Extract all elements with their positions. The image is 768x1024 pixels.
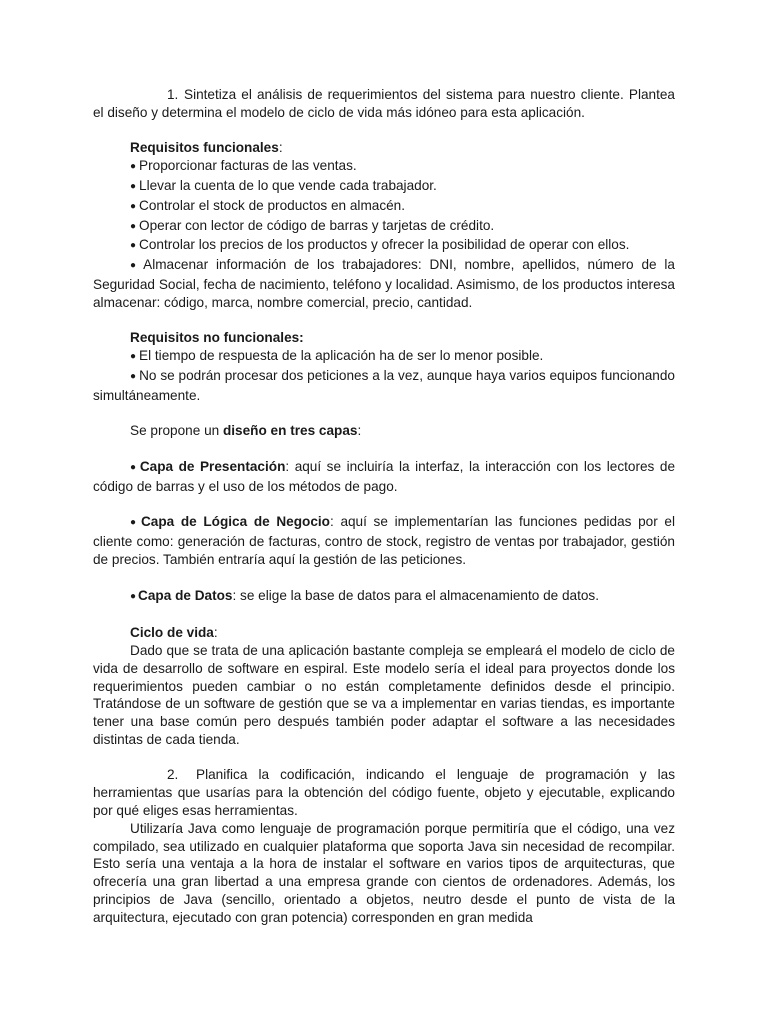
design-intro-pre: Se propone un xyxy=(130,423,223,439)
nonfunctional-item-text: No se podrán procesar dos peticiones a la vez, aunque haya varios equipos funcionando simultáneamente. xyxy=(93,367,675,403)
layer-business-logic xyxy=(93,513,675,568)
layer-text: : se elige la base de datos para el almacenamiento de datos. xyxy=(232,587,599,603)
functional-item xyxy=(93,217,675,237)
question-1 xyxy=(93,86,675,122)
lifecycle-text: Dado que se trata de una aplicación bastante compleja se empleará el modelo de ciclo de vida de desarrollo de software en espiral. Este modelo sería el ideal para proyectos donde los requerimientos pueden cambiar o no están completamente definidos desde el principio. Tratándose de un software de gestión que se va a implementar en varias tiendas, es importante tener una base común pero después también poder adaptar el software a las necesidades distintas de cada tienda. xyxy=(93,642,675,747)
question-1-number: 1. xyxy=(167,87,179,102)
nonfunctional-heading: Requisitos no funcionales: xyxy=(130,330,304,346)
layer-text: : aquí se incluiría la interfaz, la interacción con los lectores de código de barras y el uso de los métodos de pago. xyxy=(93,458,676,494)
functional-item-text: Almacenar información de los trabajadores: DNI, nombre, apellidos, número de la Seguridad Social, fecha de nacimiento, teléfono y localidad. Asimismo, de los productos interesa almacenar: código, marca, nombre comercial, precio, cantidad. xyxy=(93,257,675,310)
layer-data xyxy=(93,587,675,607)
question-1-text: Sintetiza el análisis de requerimientos del sistema para nuestro cliente. Plantea el diseño y determina el modelo de ciclo de vida más idóneo para esta aplicación. xyxy=(93,87,675,120)
question-2-text: Planifica la codificación, indicando el lenguaje de programación y las herramientas que usarías para la obtención del código fuente, objeto y ejecutable, explicando por qué eliges esas herramientas. xyxy=(93,767,675,819)
layer-name: Capa de Presentación xyxy=(139,458,286,474)
bullet-icon: ● xyxy=(130,461,138,473)
functional-item-text: Controlar los precios de los productos y ofrecer la posibilidad de operar con ellos. xyxy=(139,237,630,253)
functional-item xyxy=(93,157,675,177)
layer-presentation xyxy=(93,458,675,496)
nonfunctional-item xyxy=(93,347,675,367)
question-2-number: 2. xyxy=(167,767,179,783)
layer-text: : aquí se implementarían las funciones pedidas por el cliente como: generación de facturas, contro de stock, registro de ventas por trabajador, gestión de precios. También entraría aquí la gestión de las peticiones. xyxy=(93,514,675,567)
functional-item xyxy=(93,236,675,256)
bullet-icon: ● xyxy=(130,161,137,173)
bullet-icon: ● xyxy=(130,590,137,602)
question-2 xyxy=(93,766,675,819)
functional-heading-text: Requisitos funcionales xyxy=(130,140,279,156)
functional-item xyxy=(93,256,675,311)
functional-item xyxy=(93,197,675,217)
bullet-icon: ● xyxy=(130,220,137,232)
nonfunctional-item-text: El tiempo de respuesta de la aplicación ha de ser lo menor posible. xyxy=(139,348,544,364)
layer-name: Capa de Datos xyxy=(138,587,233,603)
question-2-answer: Utilizaría Java como lenguaje de programación porque permitiría que el código, una vez compilado, sea utilizado en cualquier plataforma que soporta Java sin necesidad de recompilar. Esto sería una ventaja a la hora de instalar el software en varios tipos de arquitecturas, que ofrecería una gran libertad a una empresa grande con cientos de ordenadores. Además, los principios de Java (sencillo, orientado a objetos, neutro desde el punto de vista de la arquitectura, ejecutado con gran potencia) corresponden en gran medida xyxy=(93,820,675,925)
lifecycle-heading xyxy=(93,624,675,642)
functional-heading xyxy=(93,139,675,157)
bullet-icon: ● xyxy=(130,200,137,212)
functional-item-text: Operar con lector de código de barras y tarjetas de crédito. xyxy=(139,217,495,233)
functional-item-text: Proporcionar facturas de las ventas. xyxy=(139,158,357,174)
bullet-icon: ● xyxy=(130,240,137,252)
functional-item-text: Controlar el stock de productos en almacén. xyxy=(139,197,406,213)
bullet-icon: ● xyxy=(130,370,137,382)
design-intro xyxy=(93,422,675,440)
document-body xyxy=(93,86,675,927)
lifecycle-heading-text: Ciclo de vida xyxy=(130,625,214,641)
design-intro-bold: diseño en tres capas xyxy=(222,423,358,439)
functional-item-text: Llevar la cuenta de lo que vende cada trabajador. xyxy=(139,177,437,193)
layer-name: Capa de Lógica de Negocio xyxy=(140,514,330,530)
bullet-icon: ● xyxy=(130,517,139,529)
lifecycle-heading-colon: : xyxy=(213,625,218,641)
functional-heading-colon: : xyxy=(278,140,283,156)
design-intro-post: : xyxy=(357,423,362,439)
bullet-icon: ● xyxy=(130,180,137,192)
nonfunctional-item xyxy=(93,367,675,405)
bullet-icon: ● xyxy=(130,351,137,363)
functional-item xyxy=(93,177,675,197)
bullet-icon: ● xyxy=(130,260,141,272)
